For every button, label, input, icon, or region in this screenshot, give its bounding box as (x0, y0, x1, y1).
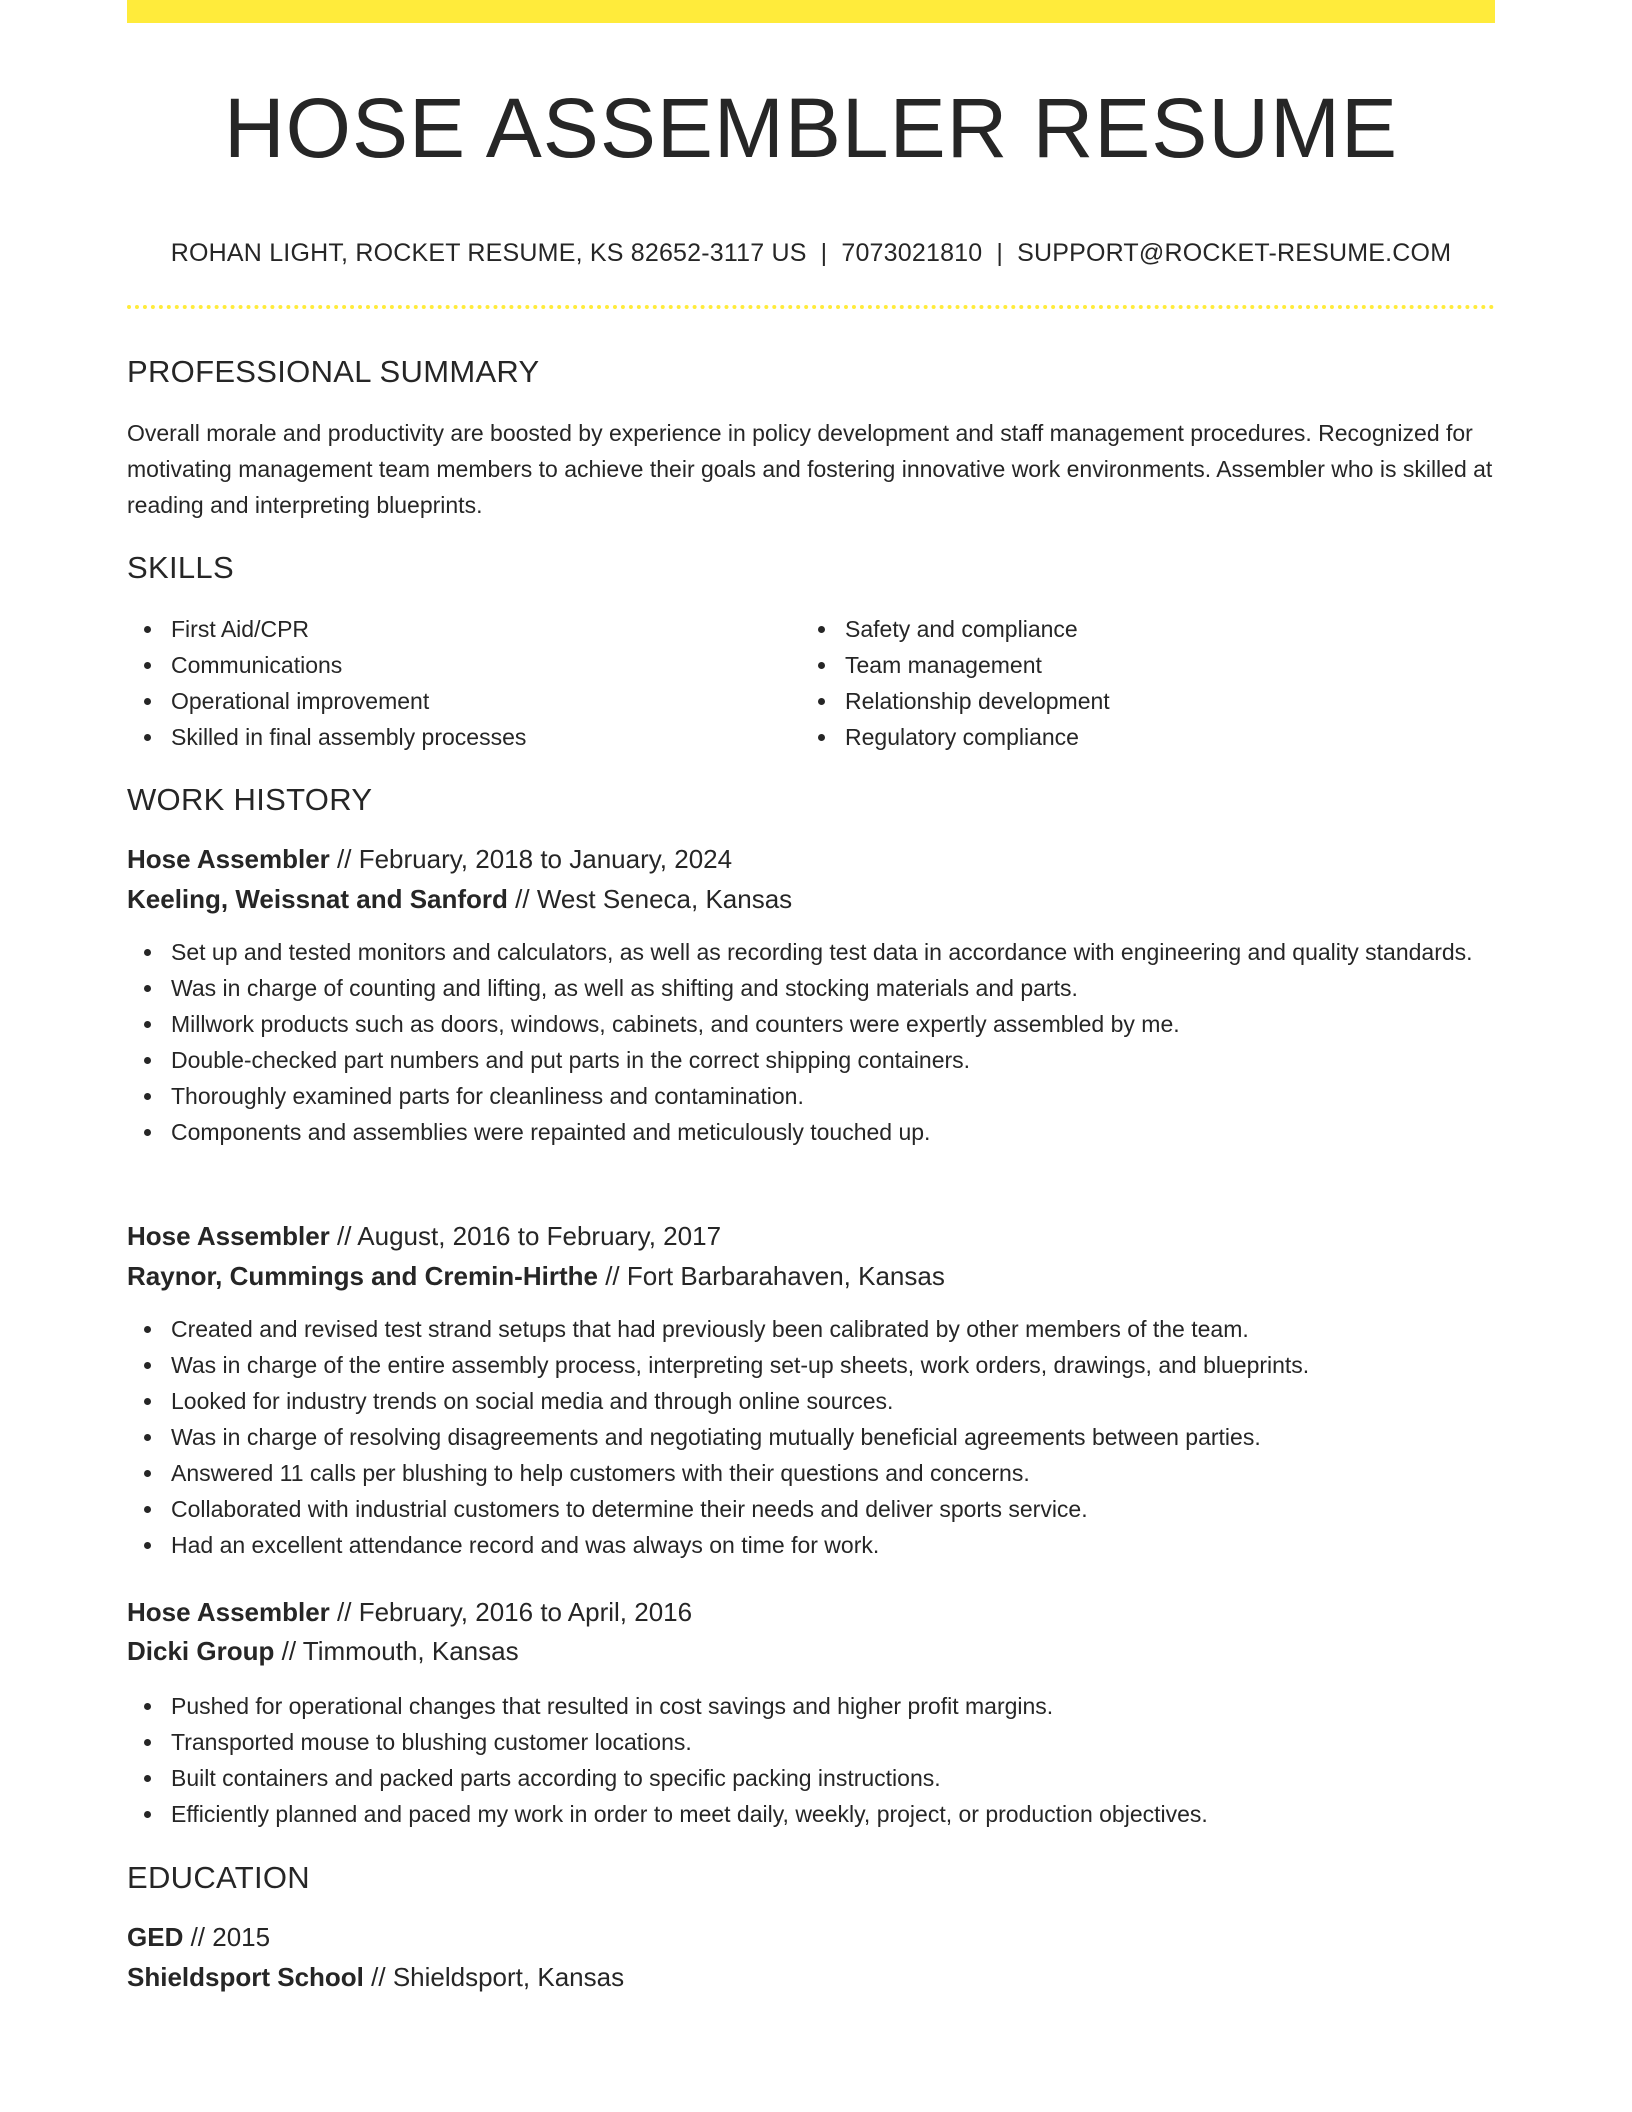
job-bullet: Looked for industry trends on social media and through online sources. (127, 1383, 1495, 1419)
job-company-line (127, 1257, 1495, 1295)
job-bullet: Transported mouse to blushing customer locations. (127, 1724, 1495, 1760)
job-title-line (127, 1217, 1495, 1255)
contact-phone: 7073021810 (841, 239, 983, 267)
skills-heading: SKILLS (127, 550, 234, 585)
education-degree: GED (127, 1922, 184, 1952)
skills-column-left (127, 611, 801, 755)
job-bullets (127, 1688, 1495, 1832)
skill-item: Communications (127, 647, 801, 683)
skill-item: First Aid/CPR (127, 611, 801, 647)
job-bullet: Built containers and packed parts according to specific packing instructions. (127, 1760, 1495, 1796)
job-location: // Timmouth, Kansas (281, 1636, 519, 1666)
skills-column-right (801, 611, 1475, 755)
skills-list (127, 611, 1495, 755)
job-company: Keeling, Weissnat and Sanford (127, 884, 508, 914)
separator: | (820, 239, 828, 267)
contact-email: SUPPORT@ROCKET-RESUME.COM (1017, 239, 1452, 267)
job-bullet: Answered 11 calls per blushing to help customers with their questions and concerns. (127, 1455, 1495, 1491)
education-school-line (127, 1958, 1495, 1996)
job-bullet: Double-checked part numbers and put parts in the correct shipping containers. (127, 1042, 1495, 1078)
job-bullet: Was in charge of the entire assembly process, interpreting set-up sheets, work orders, drawings, and blueprints. (127, 1347, 1495, 1383)
summary-text: Overall morale and productivity are boosted by experience in policy development and staff management procedures. Recognized for motivating management team members to achieve their goals and fostering innovative work environments. Assembler who is skilled at reading and interpreting blueprints. (127, 420, 1493, 518)
job-bullet: Set up and tested monitors and calculators, as well as recording test data in accordance with engineering and quality standards. (127, 934, 1495, 970)
job-title: Hose Assembler (127, 1597, 330, 1627)
separator: | (996, 239, 1004, 267)
summary-heading: PROFESSIONAL SUMMARY (127, 354, 540, 389)
job-company: Dicki Group (127, 1636, 275, 1666)
job-bullet: Collaborated with industrial customers to determine their needs and deliver sports service. (127, 1491, 1495, 1527)
job-location: // Fort Barbarahaven, Kansas (605, 1261, 945, 1291)
job-title: Hose Assembler (127, 844, 330, 874)
job-location: // West Seneca, Kansas (515, 884, 793, 914)
skill-item: Relationship development (801, 683, 1475, 719)
job-bullets (127, 1311, 1495, 1563)
job-bullets (127, 934, 1495, 1150)
job-company: Raynor, Cummings and Cremin-Hirthe (127, 1261, 598, 1291)
contact-address: ROHAN LIGHT, ROCKET RESUME, KS 82652-3117 US (170, 239, 807, 267)
job-bullet: Created and revised test strand setups that had previously been calibrated by other members of the team. (127, 1311, 1495, 1347)
divider (127, 305, 1495, 309)
job-bullet: Pushed for operational changes that resulted in cost savings and higher profit margins. (127, 1688, 1495, 1724)
job-title-line (127, 840, 1495, 878)
skill-item: Skilled in final assembly processes (127, 719, 801, 755)
education-location: // Shieldsport, Kansas (371, 1962, 625, 1992)
work-history-heading: WORK HISTORY (127, 782, 373, 817)
skill-item: Safety and compliance (801, 611, 1475, 647)
skill-item: Team management (801, 647, 1475, 683)
education-year: // 2015 (190, 1922, 271, 1952)
job-company-line (127, 880, 1495, 918)
job-dates: // February, 2016 to April, 2016 (337, 1597, 693, 1627)
education-degree-line (127, 1918, 1495, 1956)
job-bullet: Millwork products such as doors, windows, cabinets, and counters were expertly assembled by me. (127, 1006, 1495, 1042)
job-bullet: Was in charge of resolving disagreements and negotiating mutually beneficial agreements between parties. (127, 1419, 1495, 1455)
top-accent-bar (127, 0, 1495, 23)
skill-item: Regulatory compliance (801, 719, 1475, 755)
education-heading: EDUCATION (127, 1860, 310, 1895)
education-school: Shieldsport School (127, 1962, 364, 1992)
skill-item: Operational improvement (127, 683, 801, 719)
job-bullet: Efficiently planned and paced my work in order to meet daily, weekly, project, or production objectives. (127, 1796, 1495, 1832)
job-bullet: Was in charge of counting and lifting, as well as shifting and stocking materials and parts. (127, 970, 1495, 1006)
job-bullet: Components and assemblies were repainted and meticulously touched up. (127, 1114, 1495, 1150)
job-bullet: Thoroughly examined parts for cleanliness and contamination. (127, 1078, 1495, 1114)
resume-title: HOSE ASSEMBLER RESUME (224, 81, 1398, 175)
job-dates: // August, 2016 to February, 2017 (337, 1221, 722, 1251)
job-dates: // February, 2018 to January, 2024 (337, 844, 733, 874)
job-title-line (127, 1593, 1495, 1631)
job-bullet: Had an excellent attendance record and was always on time for work. (127, 1527, 1495, 1563)
job-title: Hose Assembler (127, 1221, 330, 1251)
job-company-line (127, 1632, 1495, 1670)
contact-line (127, 236, 1495, 270)
